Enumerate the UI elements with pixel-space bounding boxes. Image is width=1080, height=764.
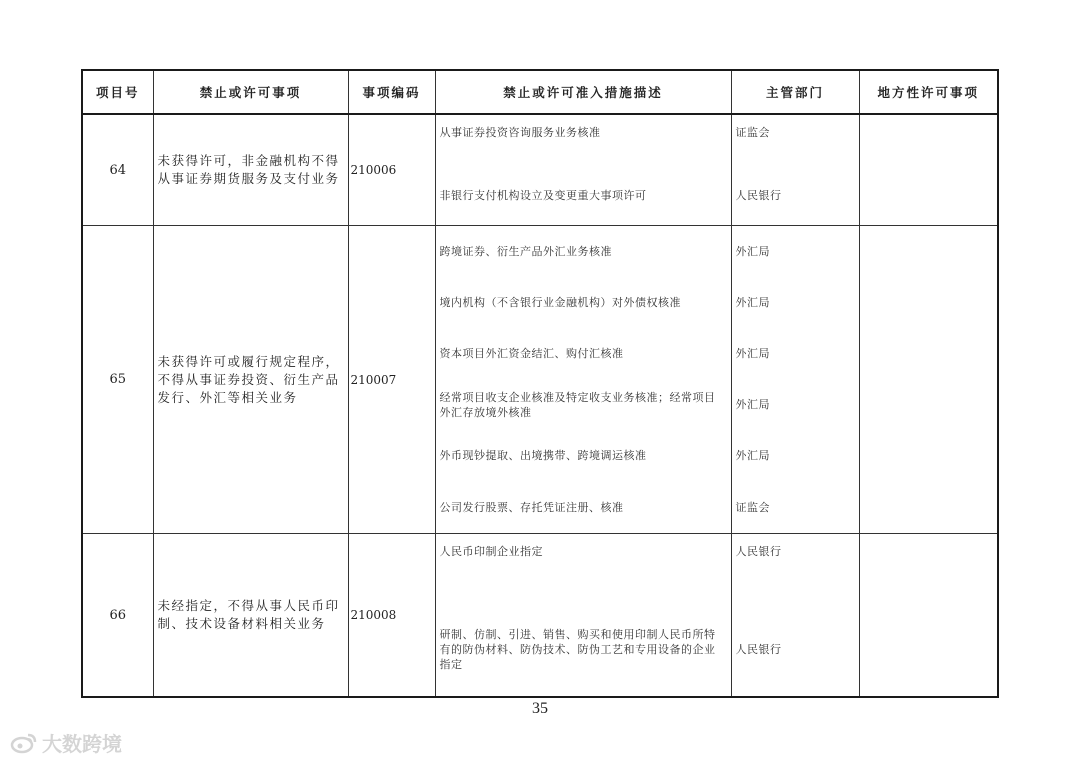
- header-item-code: 事项编码: [348, 70, 435, 114]
- header-item-no: 项目号: [82, 70, 153, 114]
- department-cell: [731, 226, 859, 534]
- header-item-name: 禁止或许可事项: [153, 70, 348, 114]
- department: 外汇局: [735, 245, 770, 258]
- item-name: 未获得许可，非金融机构不得从事证券期货服务及支付业务: [153, 114, 348, 226]
- permit-list-table: [81, 69, 999, 698]
- weibo-logo-icon: [10, 732, 38, 754]
- department: 外汇局: [735, 296, 770, 309]
- department: 证监会: [735, 126, 770, 139]
- department-cell: [731, 534, 859, 698]
- watermark-text: 大数跨境: [42, 732, 122, 756]
- measure-desc: 境内机构（不含银行业金融机构）对外债权核准: [439, 296, 681, 309]
- local-permit: [859, 114, 998, 226]
- department: 人民银行: [735, 188, 782, 202]
- local-permit: [859, 534, 998, 698]
- table-header-row: [82, 70, 998, 114]
- item-number: 64: [82, 114, 153, 226]
- header-department: 主管部门: [731, 70, 859, 114]
- measure-desc: 外币现钞提取、出境携带、跨境调运核准: [439, 449, 647, 462]
- page-number: 35: [532, 700, 548, 717]
- measure-desc: 非银行支付机构设立及变更重大事项许可: [439, 188, 647, 202]
- department-cell: [731, 114, 859, 226]
- department: 证监会: [735, 500, 770, 514]
- department: 人民银行: [735, 545, 782, 558]
- table-row: [82, 114, 998, 226]
- item-code: 210006: [348, 114, 435, 226]
- measure-desc-cell: [435, 226, 731, 534]
- item-code: 210007: [348, 226, 435, 534]
- local-permit: [859, 226, 998, 534]
- watermark: [10, 728, 122, 757]
- measure-desc-cell: [435, 534, 731, 698]
- department: 人民银行: [735, 642, 782, 656]
- table-row: [82, 534, 998, 698]
- department: 外汇局: [735, 398, 770, 411]
- item-number: 65: [82, 226, 153, 534]
- measure-desc: 跨境证券、衍生产品外汇业务核准: [439, 245, 612, 258]
- measure-desc: 人民币印制企业指定: [439, 545, 543, 558]
- measure-desc: 从事证券投资咨询服务业务核准: [439, 126, 601, 139]
- item-number: 66: [82, 534, 153, 698]
- measure-desc: 公司发行股票、存托凭证注册、核准: [439, 500, 624, 514]
- measure-desc: 研制、仿制、引进、销售、购买和使用印制人民币所特有的防伪材料、防伪技术、防伪工艺和专用设备的企业指定: [439, 627, 716, 671]
- item-name: 未获得许可或履行规定程序，不得从事证券投资、衍生产品发行、外汇等相关业务: [153, 226, 348, 534]
- header-measure-desc: 禁止或许可准入措施描述: [435, 70, 731, 114]
- department: 外汇局: [735, 347, 770, 360]
- measure-desc: 经常项目收支企业核准及特定收支业务核准；经常项目外汇存放境外核准: [439, 390, 716, 419]
- item-code: 210008: [348, 534, 435, 698]
- measure-desc: 资本项目外汇资金结汇、购付汇核准: [439, 347, 624, 360]
- table-row: [82, 226, 998, 534]
- header-local-permit: 地方性许可事项: [859, 70, 998, 114]
- item-name: 未经指定，不得从事人民币印制、技术设备材料相关业务: [153, 534, 348, 698]
- measure-desc-cell: [435, 114, 731, 226]
- department: 外汇局: [735, 449, 770, 462]
